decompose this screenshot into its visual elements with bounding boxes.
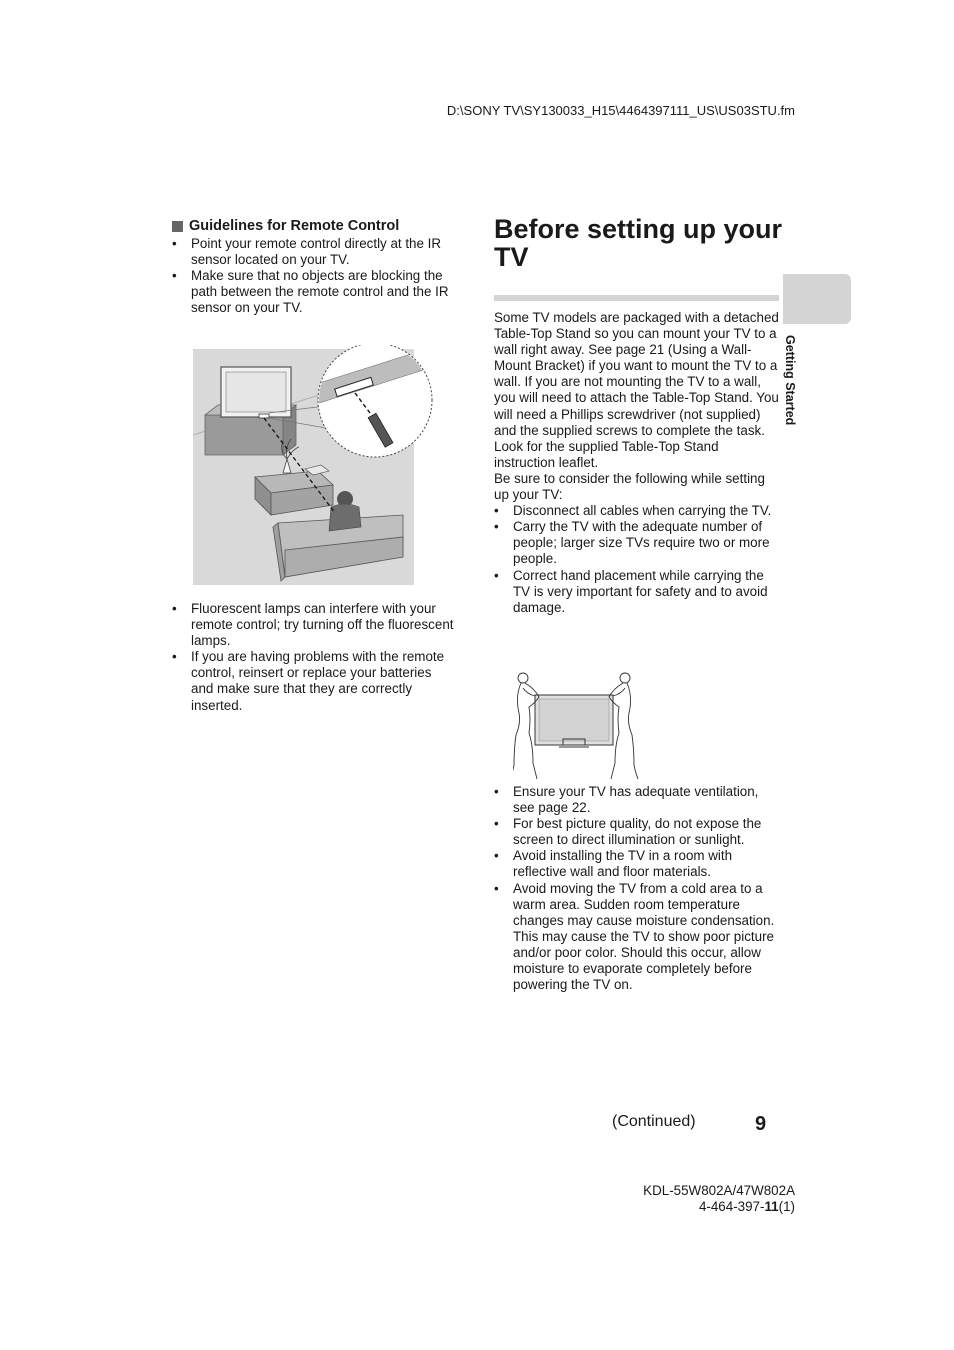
list-item: • Make sure that no objects are blocking the path between the remote control and the IR sensor on your TV. <box>172 268 457 316</box>
list-item: • Avoid installing the TV in a room with reflective wall and floor materials. <box>494 848 779 880</box>
model-info <box>580 1183 795 1215</box>
part-code-prefix: 4-464-397- <box>698 1199 765 1214</box>
list-item: • Point your remote control directly at the IR sensor located on your TV. <box>172 236 457 268</box>
part-code-suffix: (1) <box>778 1199 795 1214</box>
remote-guidelines-list <box>172 236 457 316</box>
section-tab <box>783 274 851 324</box>
list-item: • Correct hand placement while carrying the TV is very important for safety and to avoid damage. <box>494 568 779 616</box>
setup-list <box>494 503 779 616</box>
list-item: • Fluorescent lamps can interfere with your remote control; try turning off the fluorescent lamps. <box>172 601 457 649</box>
title-divider <box>494 295 779 301</box>
right-column-continued <box>494 784 779 993</box>
intro-paragraph: Some TV models are packaged with a detached Table-Top Stand so you can mount your TV to a wall right away. See page 21 (Using a Wall-Mount Bracket) if you want to mount the TV to a wall. If you are not mounting the TV to a wall, you will need to attach the Table-Top Stand. You will need a Phillips screwdriver (not supplied) and the supplied screws to complete the task. Look for the supplied Table-Top Stand instruction leaflet. <box>494 310 779 470</box>
model-number: KDL-55W802A/47W802A <box>643 1183 795 1198</box>
intro-paragraph-2: Be sure to consider the following while setting up your TV: <box>494 470 765 503</box>
list-item: • Carry the TV with the adequate number of people; larger size TVs require two or more people. <box>494 519 779 567</box>
section-label-text: Getting Started <box>783 335 797 426</box>
page-number: 9 <box>755 1113 767 1135</box>
placement-list <box>494 784 779 993</box>
list-item: • Avoid moving the TV from a cold area to a warm area. Sudden room temperature changes may cause moisture condensation. This may cause the TV to show poor picture and/or poor color. Should this occur, allow moisture to evaporate completely before powering the TV on. <box>494 881 779 994</box>
continued-note: (Continued) <box>612 1113 696 1130</box>
list-item: • Ensure your TV has adequate ventilation, see page 22. <box>494 784 779 816</box>
list-item: • For best picture quality, do not expose the screen to direct illumination or sunlight. <box>494 816 779 848</box>
section-title <box>172 218 457 234</box>
part-code-bold: 11 <box>764 1199 779 1214</box>
list-item: • If you are having problems with the remote control, reinsert or replace your batteries and make sure that they are correctly inserted. <box>172 649 457 713</box>
left-column-continued <box>172 601 457 714</box>
part-code <box>580 1199 795 1215</box>
section-title-text: Guidelines for Remote Control <box>189 218 400 234</box>
left-column <box>172 218 457 317</box>
right-column <box>494 310 779 616</box>
remote-room-illustration <box>193 345 433 587</box>
page-title: Before setting up your TV <box>494 214 783 272</box>
tv-carrying-illustration <box>513 668 643 780</box>
square-bullet-icon <box>172 221 183 232</box>
file-path: D:\SONY TV\SY130033_H15\4464397111_US\US03STU.fm <box>446 103 795 118</box>
remote-tips-list <box>172 601 457 714</box>
section-label <box>783 335 799 445</box>
list-item: • Disconnect all cables when carrying the TV. <box>494 503 779 519</box>
